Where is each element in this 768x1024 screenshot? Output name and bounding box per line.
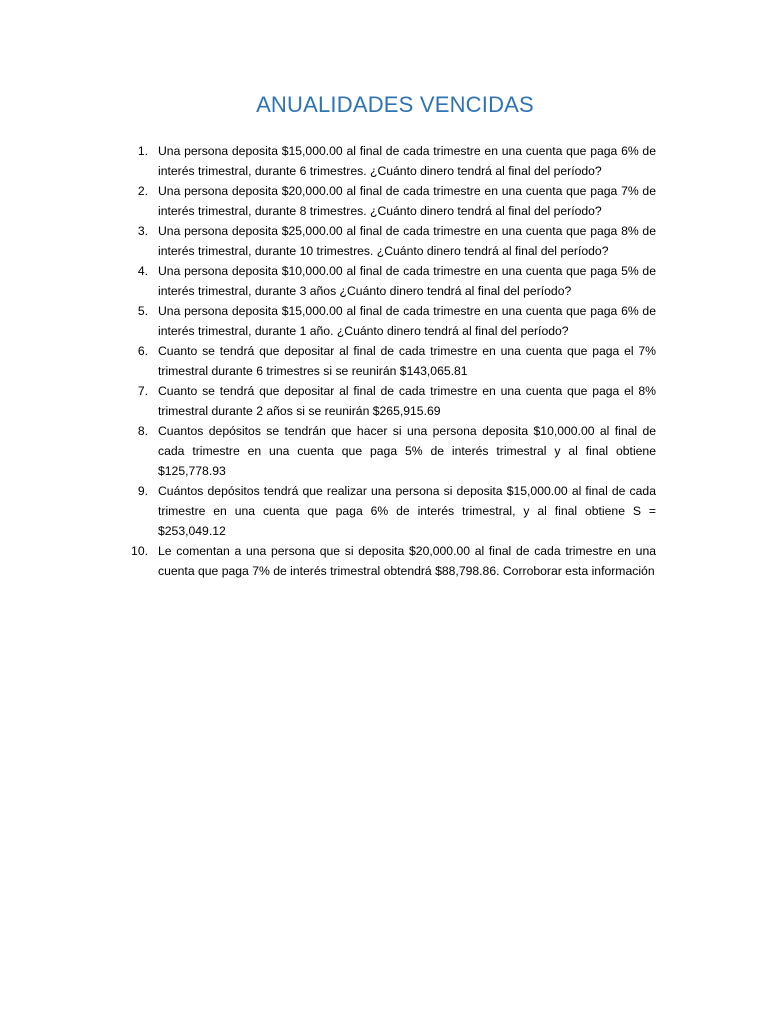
item-number: 8. <box>137 424 148 438</box>
list-item <box>118 181 656 221</box>
item-number: 9. <box>137 484 148 498</box>
item-text: Le comentan a una persona que si deposita $20,000.00 al final de cada trimestre en una cuenta que paga 7% de interés trimestral obtendrá $88,798.86. Corroborar esta información <box>158 544 656 578</box>
list-item <box>118 541 656 581</box>
item-text: Cuanto se tendrá que depositar al final de cada trimestre en una cuenta que paga el 8% trimestral durante 2 años si se reunirán $265,915.69 <box>158 384 656 418</box>
list-item <box>118 341 656 381</box>
list-item <box>118 301 656 341</box>
item-number: 5. <box>137 304 148 318</box>
item-number: 6. <box>137 344 148 358</box>
item-number: 3. <box>137 224 148 238</box>
item-number: 1. <box>137 144 148 158</box>
item-number: 2. <box>137 184 148 198</box>
item-text: Una persona deposita $15,000.00 al final de cada trimestre en una cuenta que paga 6% de interés trimestral, durante 1 año. ¿Cuánto dinero tendrá al final del período? <box>158 304 656 338</box>
list-item <box>118 481 656 541</box>
item-text: Cuanto se tendrá que depositar al final de cada trimestre en una cuenta que paga el 7% trimestral durante 6 trimestres si se reunirán $143,065.81 <box>158 344 656 378</box>
list-item <box>118 381 656 421</box>
item-text: Cuantos depósitos se tendrán que hacer si una persona deposita $10,000.00 al final de cada trimestre en una cuenta que paga 5% de interés trimestral y al final obtiene $125,778.93 <box>158 424 656 478</box>
item-text: Cuántos depósitos tendrá que realizar una persona si deposita $15,000.00 al final de cada trimestre en una cuenta que paga 6% de interés trimestral, y al final obtiene S = $253,049.12 <box>158 484 656 538</box>
item-number: 4. <box>137 264 148 278</box>
item-text: Una persona deposita $20,000.00 al final de cada trimestre en una cuenta que paga 7% de interés trimestral, durante 8 trimestres. ¿Cuánto dinero tendrá al final del período? <box>158 184 656 218</box>
item-text: Una persona deposita $10,000.00 al final de cada trimestre en una cuenta que paga 5% de interés trimestral, durante 3 años ¿Cuánto dinero tendrá al final del período? <box>158 264 656 298</box>
page-title: ANUALIDADES VENCIDAS <box>256 92 534 117</box>
list-item <box>118 421 656 481</box>
item-number: 10. <box>131 544 148 558</box>
list-item <box>118 261 656 301</box>
item-number: 7. <box>137 384 148 398</box>
list-item <box>118 221 656 261</box>
item-text: Una persona deposita $25,000.00 al final de cada trimestre en una cuenta que paga 8% de interés trimestral, durante 10 trimestres. ¿Cuánto dinero tendrá al final del período? <box>158 224 656 258</box>
item-text: Una persona deposita $15,000.00 al final de cada trimestre en una cuenta que paga 6% de interés trimestral, durante 6 trimestres. ¿Cuánto dinero tendrá al final del período? <box>158 144 656 178</box>
list-item <box>118 141 656 181</box>
exercise-list <box>118 141 656 581</box>
